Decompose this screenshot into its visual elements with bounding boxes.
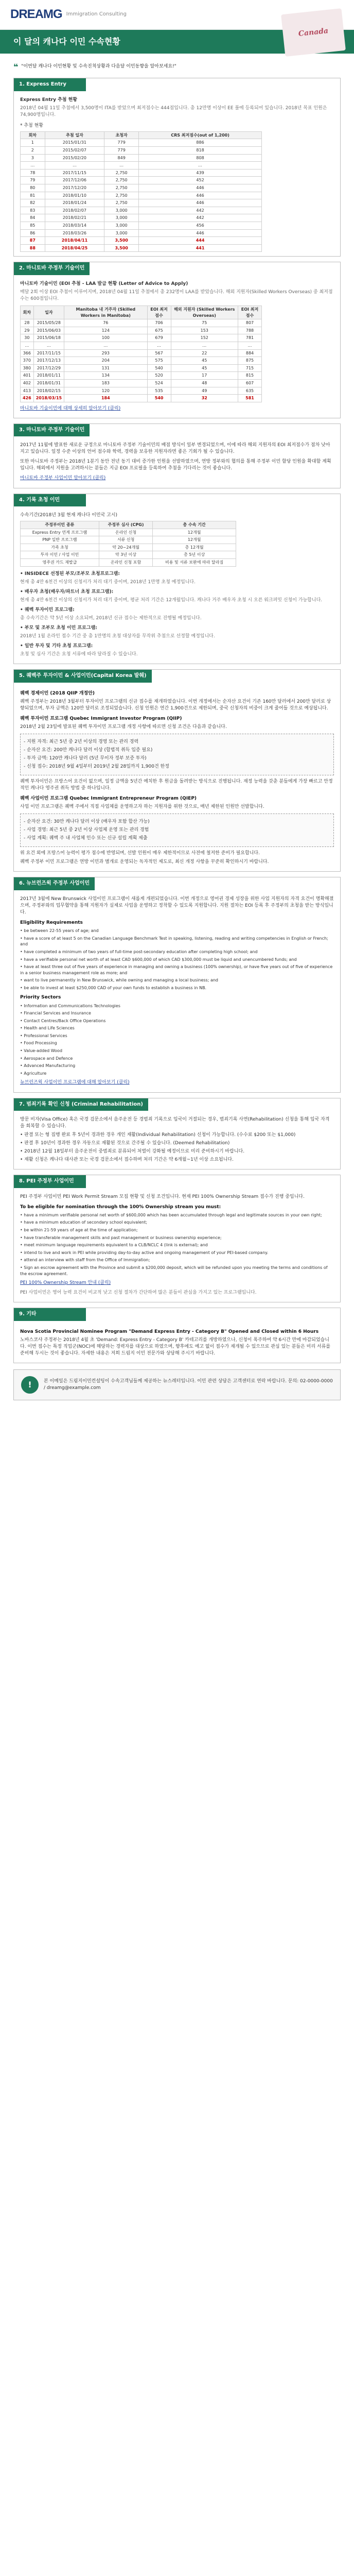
section-quebec: [13, 669, 341, 872]
table-cell: 100: [64, 334, 147, 342]
table-cell: 약 20~24개월: [99, 544, 152, 551]
table-row: [21, 237, 262, 245]
column-header: 주정부 심사 (CPG): [99, 521, 152, 529]
table-cell: 29: [21, 327, 34, 334]
table-cell: 3: [21, 154, 45, 162]
section-title: 5. 퀘벡주 투자이민 & 사업이민(Capital Korea 발췌): [14, 670, 152, 683]
table-cell: 439: [139, 169, 262, 177]
item-text: 초청 및 심사 기간은 요청 서류에 따라 달라질 수 있습니다.: [20, 652, 138, 657]
table-cell: 79: [21, 177, 45, 184]
table-cell: …: [139, 162, 262, 170]
list-item: • intend to live and work in PEI while providing day-to-day active and ongoing management of your PEI-based company.: [20, 1250, 269, 1255]
table-cell: 575: [147, 357, 171, 365]
list-item: • have at least three out of five years of experience in managing and owning a business (100% ownership), or have five years out of five of experience in a senior business management role as more; and: [20, 964, 333, 975]
list-item: - 지원 자격: 최근 5년 중 2년 이상의 경영 또는 관리 경력: [24, 739, 139, 744]
list-item: • have a score of at least 5 on the Canadian Language Benchmark Test in speaking, listening, reading and writing competencies in English or French; and: [20, 936, 328, 947]
section-title: 1. Express Entry: [14, 78, 86, 91]
table-cell: 17: [171, 372, 238, 380]
qiep-requirements: [20, 814, 334, 847]
list-item: • Sign an escrow agreement with the Province and submit a $200,000 deposit, which will be refunded upon you meeting the terms and conditions of the escrow agreement.: [20, 1265, 328, 1276]
section-pei: [13, 1175, 341, 1302]
column-header: 주정부이민 종류: [21, 521, 99, 529]
manitoba-eoi-table: [20, 306, 262, 402]
column-header: EOI 최저점수: [238, 306, 262, 319]
table-cell: 88: [21, 244, 45, 252]
table-cell: 2018/01/31: [33, 379, 64, 387]
table-cell: 총 5년 이상: [153, 551, 236, 559]
table-cell: 183: [64, 379, 147, 387]
table-cell: 446: [139, 184, 262, 192]
column-header: EOI 최저점수: [147, 306, 171, 319]
table-cell: 2015/06/18: [33, 334, 64, 342]
table-cell: 2018/03/26: [45, 229, 104, 237]
section-other: [13, 1308, 341, 1363]
table-cell: 293: [64, 349, 147, 357]
table-cell: 2018/01/10: [45, 192, 104, 199]
section-criminal-rehab: [13, 1098, 341, 1170]
list-item: - 신청 접수: 2018년 9월 4일부터 2019년 2월 28일까지 1,900건 한정: [24, 764, 169, 769]
table-row: [21, 395, 262, 402]
table-cell: 120: [64, 387, 147, 395]
section-title: 8. PEI 주정부 사업이민: [14, 1175, 86, 1188]
item-heading: • 퀘벡 투자이민 프로그램:: [20, 607, 75, 613]
table-row: [21, 544, 236, 551]
table-cell: 2018/03/15: [33, 395, 64, 402]
processing-time-table: [20, 521, 236, 567]
column-header: 회차: [21, 131, 45, 139]
list-item: - 사업 경영: 최근 5년 중 2년 이상 사업체 운영 또는 관리 경험: [24, 827, 149, 833]
table-cell: 2,750: [104, 199, 139, 207]
table-cell: 441: [139, 244, 262, 252]
list-item: • Health and Life Sciences: [20, 1026, 75, 1031]
table-cell: 635: [238, 387, 262, 395]
table-cell: 2015/01/31: [45, 139, 104, 147]
section-paragraph: 2017년 11월에 발표한 새로운 규정으로 마니토바 주정부 기술이민의 배점 방식이 일부 변경되었으며, 이에 따라 해외 지원자의 EOI 최저점수가 점차 낮아지고 있습니다. 일정 수준 이상의 언어 점수와 학력, 경력을 보유한 지원자라면 좋은 기회가 될 수 있습니다.: [20, 443, 330, 455]
footer: [13, 1369, 341, 1400]
list-item: • have a verifiable personal net worth of at least CAD $600,000 of which CAD $300,000 must be liquid and unencumbered funds; and: [20, 957, 297, 962]
footer-text: 본 이메일은 드림지이민컨설팅이 수속고객님들께 제공하는 뉴스레터입니다. 이민 관련 상담은 고객센터로 연락 바랍니다. 문의: 02-0000-0000 / dreamg@example.com: [44, 1378, 333, 1391]
table-cell: 2017/12/06: [45, 177, 104, 184]
banner-title: 이 달의 캐나다 이민 수속현황: [13, 37, 120, 47]
table-cell: 3,500: [104, 237, 139, 245]
table-cell: 401: [21, 372, 34, 380]
table-cell: 567: [147, 349, 171, 357]
column-header: CRS 최저점수(out of 1,200): [139, 131, 262, 139]
list-item: • Information and Communications Technologies: [20, 1003, 120, 1008]
table-cell: 비용 및 서류 보완에 따라 달라짐: [153, 559, 236, 567]
table-cell: 2,750: [104, 192, 139, 199]
table-row: [21, 147, 262, 155]
table-cell: 76: [64, 319, 147, 327]
section-lead: 마니토바 기술이민 (EOI 추첨 - LAA 발급 현황 (Letter of Advice to Apply): [20, 281, 188, 286]
section-paragraph: PEI 사업이민은 영어 능력 요건이 비교적 낮고 신청 절차가 간단하여 많은 분들이 관심을 가지고 있는 프로그램입니다.: [20, 1290, 257, 1296]
pei-link[interactable]: PEI 100% Ownership Stream 안내 (클릭): [20, 1280, 111, 1286]
table-row: [21, 199, 262, 207]
table-cell: 444: [139, 237, 262, 245]
section-new-brunswick: [13, 877, 341, 1092]
table-cell: …: [238, 342, 262, 349]
subheading: Eligibility Requirements: [20, 920, 83, 926]
section-paragraph: 2018년 04월 11일 추첨에서 3,500명이 ITA를 받았으며 최저점수는 444점입니다. 총 12만명 이상이 EE 풀에 등록되어 있습니다. 2018년 목표 인원은 74,900명입니다.: [20, 105, 327, 117]
list-item: • attend an interview with staff from the Office of Immigration;: [20, 1258, 150, 1263]
table-cell: 온라인 신청: [99, 529, 152, 536]
section-lead: 수속기간(2018년 3월 현재 캐나다 이민국 고시): [20, 513, 118, 518]
column-header: 회차: [21, 306, 34, 319]
table-cell: 32: [171, 395, 238, 402]
table-cell: …: [104, 162, 139, 170]
table-cell: 3,000: [104, 229, 139, 237]
item-heading: • 일반 투자 및 기타 초청 프로그램:: [20, 643, 93, 649]
table-cell: 779: [104, 139, 139, 147]
section-paragraph: 2018년 2월 23일에 발표된 퀘벡 투자이민 프로그램 개정 사항에 따르면 신청 조건은 다음과 같습니다.: [20, 724, 227, 730]
table-row: [21, 357, 262, 365]
section-paragraph: 사업 이민 프로그램은 퀘벡 주에서 직접 사업체를 운영하고자 하는 지원자를 위한 것으로, 매년 제한된 인원만 선발합니다.: [20, 804, 264, 810]
table-cell: 788: [238, 327, 262, 334]
table-row: [21, 379, 262, 387]
manitoba-info-link[interactable]: 마니토바 기술이민에 대해 상세히 알아보기 (클릭): [20, 405, 121, 411]
table-cell: 80: [21, 184, 45, 192]
new-brunswick-link[interactable]: 뉴브런즈윅 사업이민 프로그램에 대해 알아보기 (클릭): [20, 1080, 130, 1086]
table-row: [21, 154, 262, 162]
section-paragraph: 퀘벡 주정부 이민 프로그램은 연방 이민과 별개로 운영되는 독자적인 제도로, 최신 개정 사항을 꾸준히 확인하시기 바랍니다.: [20, 859, 269, 865]
table-cell: 581: [238, 395, 262, 402]
table-row: [21, 177, 262, 184]
list-item: • want to live permanently in New Brunswick, while owning and managing a local business; and: [20, 978, 218, 983]
item-text: 2018년 1월 온라인 접수 기간 중 총 1만명의 초청 대상자를 무작위 추첨으로 선정할 예정입니다.: [20, 633, 215, 639]
list-item: • meet minimum language requirements equivalent to a CLB/NCLC 4 (link is external); and: [20, 1243, 208, 1248]
subheading: Nova Scotia Provincial Nominee Program "Demand Express Entry - Category B" Opened and Closed within 6 Hours: [20, 1329, 319, 1334]
table-row: [21, 207, 262, 214]
table-cell: 2018/01/24: [45, 199, 104, 207]
list-item: • Value-added Wood: [20, 1048, 63, 1054]
table-row: [21, 349, 262, 357]
table-cell: 675: [147, 327, 171, 334]
item-heading: • 부모 및 조부모 초청 이민 프로그램:: [20, 625, 97, 631]
table-cell: 818: [139, 147, 262, 155]
table-cell: 715: [238, 364, 262, 372]
table-cell: 520: [147, 372, 171, 380]
table-row: [21, 529, 236, 536]
section-family-sponsorship: [13, 494, 341, 665]
table-cell: 2018/02/07: [45, 207, 104, 214]
table-cell: …: [45, 162, 104, 170]
table-cell: 2015/02/07: [45, 147, 104, 155]
table-cell: 28: [21, 319, 34, 327]
table-cell: 607: [238, 379, 262, 387]
section-title: 9. 기타: [14, 1308, 86, 1321]
table-cell: 30: [21, 334, 34, 342]
item-heading: • 배우자 초청(배우자/파트너 초청 프로그램):: [20, 589, 114, 595]
list-item: • 재활 신청은 캐나다 대사관 또는 국경 검문소에서 접수하며 처리 기간은 약 6개월~1년 이상 소요됩니다.: [20, 1157, 234, 1163]
table-cell: 540: [147, 395, 171, 402]
table-row: [21, 551, 236, 559]
table-row: [21, 244, 262, 252]
table-cell: …: [21, 162, 45, 170]
table-cell: 366: [21, 349, 34, 357]
table-cell: 3,500: [104, 244, 139, 252]
qiip-requirements: [20, 734, 334, 775]
table-cell: 약 3년 이상: [99, 551, 152, 559]
table-cell: 3,000: [104, 214, 139, 222]
list-item: • have a minimum education of secondary school equivalent;: [20, 1220, 148, 1225]
list-item: - 순자산 요건: 30만 캐나다 달러 이상 (배우자 포함 합산 가능): [24, 819, 150, 825]
list-item: • be between 22-55 years of age; and: [20, 928, 99, 934]
list-item: • be able to invest at least $250,000 CAD of your own funds to establish a business in NB.: [20, 985, 207, 990]
table-cell: 2,750: [104, 177, 139, 184]
table-cell: 808: [139, 154, 262, 162]
table-row: [21, 229, 262, 237]
list-item: • have a minimum verifiable personal net worth of $600,000 which has been accumulated through legal and legitimate sources in your own right;: [20, 1212, 322, 1217]
logo-subtitle: Immigration Consulting: [66, 11, 127, 18]
section-paragraph: 또한 마니토바 주정부는 2018년 1분기 동안 전년 동기 대비 증가한 인원을 선발하였으며, 연방 정부와의 협의를 통해 주정부 이민 할당 인원을 확대할 계획입니다. 해외에서 지원을 고려하시는 분들은 지금 EOI 프로필을 등록하여 추첨을 기다리는 것이 좋습니다.: [20, 459, 331, 471]
quote-icon: ❝: [13, 62, 19, 72]
list-item: • 2018년 12월 18일부터 음주운전이 중범죄로 분류되어 처벌이 강화될 예정이므로 미리 준비하시기 바랍니다.: [20, 1149, 245, 1155]
column-header: 초청자: [104, 131, 139, 139]
table-cell: 온라인 신청 포함: [99, 559, 152, 567]
table-cell: 12개월: [153, 536, 236, 544]
list-item: - 순자산 요건: 200만 캐나다 달러 이상 (합법적 취득 입증 필요): [24, 747, 153, 753]
section-lead: PEI 주정부 사업이민 PEI Work Permit Stream 모집 현황 및 신청 조건입니다. 현재 PEI 100% Ownership Stream 접수가 진행 중입니다.: [20, 1194, 305, 1199]
table-cell: 45: [171, 364, 238, 372]
banner-deco-text: Canada: [298, 26, 329, 38]
column-header: 총 수속 기간: [153, 521, 236, 529]
table-cell: 49: [171, 387, 238, 395]
table-row: [21, 334, 262, 342]
table-cell: 204: [64, 357, 147, 365]
section-title: 7. 범죄기록 확인 신청 (Criminal Rehabilitation): [14, 1098, 148, 1111]
table-cell: 706: [147, 319, 171, 327]
table-cell: 2018/04/11: [45, 237, 104, 245]
table-cell: 3,000: [104, 207, 139, 214]
title-banner: [0, 26, 354, 54]
table-cell: 426: [21, 395, 34, 402]
table-cell: 535: [147, 387, 171, 395]
table-cell: 413: [21, 387, 34, 395]
list-item: • have completed a minimum of two years of full-time post-secondary education after completing high school; and: [20, 949, 258, 954]
table-cell: …: [147, 342, 171, 349]
table-cell: 815: [238, 372, 262, 380]
table-cell: 452: [139, 177, 262, 184]
list-item: • Aerospace and Defence: [20, 1056, 73, 1061]
column-header: Manitoba 내 거주자 (Skilled Workers in Manitoba): [64, 306, 147, 319]
table-cell: 2,750: [104, 184, 139, 192]
table-cell: 2015/06/03: [33, 327, 64, 334]
table-row: [21, 387, 262, 395]
list-item: • be within 21-59 years of age at the time of application;: [20, 1228, 138, 1233]
subheading: 퀘벡 경제이민 (2018 QIIP 개정안): [20, 690, 95, 696]
list-item: • Advanced Manufacturing: [20, 1063, 76, 1069]
table-cell: 78: [21, 169, 45, 177]
list-item: • Financial Services and Insurance: [20, 1011, 91, 1016]
table-cell: 402: [21, 379, 34, 387]
table-cell: 380: [21, 364, 34, 372]
table-cell: 45: [171, 357, 238, 365]
table-cell: 781: [238, 334, 262, 342]
table-cell: 779: [104, 147, 139, 155]
table-row: [21, 214, 262, 222]
list-item: • Contact Centres/Back Office Operations: [20, 1018, 106, 1023]
table-cell: 87: [21, 237, 45, 245]
section-paragraph: 매달 2회 이상 EOI 추첨이 이루어지며, 2018년 04월 11일 추첨에서 총 232명이 LAA를 받았습니다. 해외 지원자(Skilled Workers Overseas) 중 최저점수는 600점입니다.: [20, 289, 333, 301]
table-cell: 86: [21, 229, 45, 237]
table-cell: 124: [64, 327, 147, 334]
list-item: - 사업 계획: 퀘벡 주 내 사업체 인수 또는 신규 설립 계획 제출: [24, 836, 148, 841]
table-cell: 446: [139, 199, 262, 207]
table-cell: 2017/11/15: [45, 169, 104, 177]
table-cell: 영주권 카드 재발급: [21, 559, 99, 567]
table-row: [21, 364, 262, 372]
table-row: [21, 162, 262, 170]
table-cell: 2017/11/15: [33, 349, 64, 357]
table-row: [21, 169, 262, 177]
table-row: [21, 372, 262, 380]
intro: [13, 61, 341, 73]
section-manitoba-skilled: [13, 262, 341, 418]
table-cell: 456: [139, 222, 262, 230]
table-cell: 서류 신청: [99, 536, 152, 544]
table-row: [21, 319, 262, 327]
subheading: Priority Sectors: [20, 995, 61, 1001]
table-cell: 886: [139, 139, 262, 147]
table-cell: …: [64, 342, 147, 349]
table-cell: 184: [64, 395, 147, 402]
table-cell: 48: [171, 379, 238, 387]
table-cell: 2015/05/28: [33, 319, 64, 327]
table-cell: 22: [171, 349, 238, 357]
table-cell: 2017/12/20: [45, 184, 104, 192]
table-cell: 1: [21, 139, 45, 147]
list-item: - 투자 금액: 120만 캐나다 달러 (5년 무이자 정부 보증 투자): [24, 755, 147, 761]
list-item: • Food Processing: [20, 1041, 57, 1046]
express-entry-table: [20, 131, 262, 252]
table-cell: 83: [21, 207, 45, 214]
table-cell: 442: [139, 214, 262, 222]
list-item: • 판결 또는 형 집행 완료 후 5년이 경과한 경우 개인 재활(Individual Rehabilitation) 신청이 가능합니다. (수수료 $200 또는 $1,000): [20, 1132, 296, 1138]
table-cell: 131: [64, 364, 147, 372]
table-cell: 75: [171, 319, 238, 327]
section-lead: 방문 비자(Visa Office) 혹은 국경 검문소에서 음주운전 등 경범죄 기록으로 입국이 거절되는 경우, 범죄기록 사면(Rehabilitation) 신청을 통해 입국 자격을 회복할 수 있습니다.: [20, 1117, 330, 1129]
table-cell: 2018/02/15: [33, 387, 64, 395]
table-cell: 2018/04/25: [45, 244, 104, 252]
table-cell: 82: [21, 199, 45, 207]
table-cell: 2018/01/11: [33, 372, 64, 380]
list-item: • Agriculture: [20, 1071, 47, 1076]
section-title: 6. 뉴브런즈윅 주정부 사업이민: [14, 877, 95, 890]
column-header: 해외 지원자 (Skilled Workers Overseas): [171, 306, 238, 319]
table-cell: 2018/03/14: [45, 222, 104, 230]
item-text: 현재 총 4만 6천건 이상의 신청서가 처리 대기 중이며, 평균 처리 기간은 12개월입니다. 캐나다 거주 배우자 초청 시 오픈 워크퍼밋 신청이 가능합니다.: [20, 597, 323, 603]
item-text: 현재 총 4만 6천건 이상의 신청서가 처리 대기 중이며, 2018년 1만명 초청 예정입니다.: [20, 579, 196, 585]
table-cell: 153: [171, 327, 238, 334]
section-paragraph: 2017년 3월에 New Brunswick 사업이민 프로그램이 새롭게 개편되었습니다. 이번 개정으로 영어권 경제 성장을 위한 사업 지원자의 자격 요건이 명확해졌으며, 주정부와의 업무협약을 통해 지원자가 실제로 사업을 운영하고 정착할 수 있도록 지원합니다. 지원 절차는 EOI 등록 후 주정부의 초청을 받는 방식입니다.: [20, 896, 334, 916]
table-cell: 446: [139, 192, 262, 199]
table-cell: …: [33, 342, 64, 349]
info-icon: !: [21, 1376, 39, 1394]
section-paragraph: 퀘벡 투자이민은 프랑스어 요건이 없으며, 일정 금액을 5년간 예치한 후 원금을 돌려받는 방식으로 진행됩니다. 재정 능력을 갖춘 분들에게 가장 빠르고 안정적인 캐나다 영주권 취득 방법 중 하나입니다.: [20, 779, 333, 791]
table-cell: 총 12개월: [153, 544, 236, 551]
table-cell: 12개월: [153, 529, 236, 536]
table-row: [21, 342, 262, 349]
table-cell: 2,750: [104, 169, 139, 177]
manitoba-business-link[interactable]: 마니토바 주정부 사업이민 알아보기 (클릭): [20, 476, 106, 481]
table-row: [21, 222, 262, 230]
table-cell: …: [21, 342, 34, 349]
table-cell: 679: [147, 334, 171, 342]
list-item: • Professional Services: [20, 1033, 67, 1038]
table-cell: 2017/12/29: [33, 364, 64, 372]
section-lead: Express Entry 추첨 현황: [20, 97, 77, 103]
table-cell: 849: [104, 154, 139, 162]
column-header: 추첨 일자: [45, 131, 104, 139]
table-cell: 884: [238, 349, 262, 357]
subheading: 퀘벡 투자이민 프로그램 Quebec Immigrant Investor Program (QIIP): [20, 716, 182, 721]
list-item: • 판결 후 10년이 경과한 경우 자동으로 재활된 것으로 간주될 수 있습니다. (Deemed Rehabilitation): [20, 1141, 230, 1146]
table-row: [21, 139, 262, 147]
section-title: 2. 마니토바 주정부 기술이민: [14, 262, 90, 275]
subheading: To be eligible for nomination through the 100% Ownership stream you must:: [20, 1204, 221, 1210]
table-cell: 2: [21, 147, 45, 155]
table-cell: 370: [21, 357, 34, 365]
subheading: 퀘벡 사업이민 프로그램 Quebec Immigrant Entrepreneur Program (QIEP): [20, 796, 197, 802]
table-cell: Express Entry 연계 프로그램: [21, 529, 99, 536]
column-header: 일자: [33, 306, 64, 319]
table-cell: 134: [64, 372, 147, 380]
table-cell: 442: [139, 207, 262, 214]
section-manitoba-business: [13, 423, 341, 488]
table-cell: …: [171, 342, 238, 349]
table-row: [21, 559, 236, 567]
table-cell: 540: [147, 364, 171, 372]
section-title: 4. 기록 초청 이민: [14, 494, 86, 507]
table-cell: PNP 일반 프로그램: [21, 536, 99, 544]
table-cell: 807: [238, 319, 262, 327]
table-label: * 추첨 현황: [20, 123, 43, 128]
table-cell: 85: [21, 222, 45, 230]
logo[interactable]: DREAMG: [10, 7, 62, 22]
table-cell: 3,000: [104, 222, 139, 230]
table-cell: 가족 초청: [21, 544, 99, 551]
table-cell: 2017/12/13: [33, 357, 64, 365]
table-cell: 875: [238, 357, 262, 365]
table-cell: 81: [21, 192, 45, 199]
table-cell: 446: [139, 229, 262, 237]
section-paragraph: 노바스코샤 주정부는 2018년 4월 초 'Demand: Express Entry - Category B' 카테고리를 개방하였으나, 신청이 폭주하여 약 6시간 만에 마감되었습니다. 이번 접수는 특정 직업군(NOC)에 해당하는 경력자를 대상으로 하였으며, 향후에도 예고 없이 접수가 재개될 수 있으므로 관심 있는 분들은 미리 서류를 준비해 두시는 것이 좋습니다. 자세한 내용은 저희 드림지 이민 전문가와 상담해 주시기 바랍니다.: [20, 1337, 331, 1356]
banner-decoration: [281, 8, 346, 57]
section-express-entry: [13, 78, 341, 257]
item-heading: • INSIDECE 선정된 부모/조부모 초청프로그램:: [20, 571, 120, 577]
table-row: [21, 184, 262, 192]
list-item: • have transferable management skills and past management or business ownership experience;: [20, 1235, 222, 1240]
table-cell: 524: [147, 379, 171, 387]
item-text: 총 수속기간은 약 5년 이상 소요되며, 2018년 신규 접수는 제한적으로 진행될 예정입니다.: [20, 615, 202, 621]
table-cell: 152: [171, 334, 238, 342]
table-row: [21, 192, 262, 199]
intro-text: "이번달 캐나다 이민현황 및 수속진척상황과 다음달 이민동향을 알아보세요!": [21, 64, 176, 70]
table-row: [21, 536, 236, 544]
table-cell: 2018/02/21: [45, 214, 104, 222]
table-cell: 투자 이민 / 사업 이민: [21, 551, 99, 559]
table-cell: 84: [21, 214, 45, 222]
table-row: [21, 327, 262, 334]
section-paragraph: 퀘벡 주정부는 2018년 3월부터 투자이민 프로그램의 신규 접수를 재개하였습니다. 이번 개정에서는 순자산 요건이 기존 160만 달러에서 200만 달러로 상향되었으며, 투자 금액은 120만 달러로 조정되었습니다. 신청 인원은 연간 1,900건으로 제한되며, 중국 신청자의 비중이 크게 줄어들 것으로 예상됩니다.: [20, 699, 331, 711]
table-cell: 2015/02/20: [45, 154, 104, 162]
section-title: 3. 마니토바 주정부 기술이민: [14, 424, 90, 437]
section-paragraph: 위 요건 외에 프랑스어 능력이 평가 점수에 반영되며, 선발 인원이 매우 제한적이므로 사전에 철저한 준비가 필요합니다.: [20, 851, 260, 856]
